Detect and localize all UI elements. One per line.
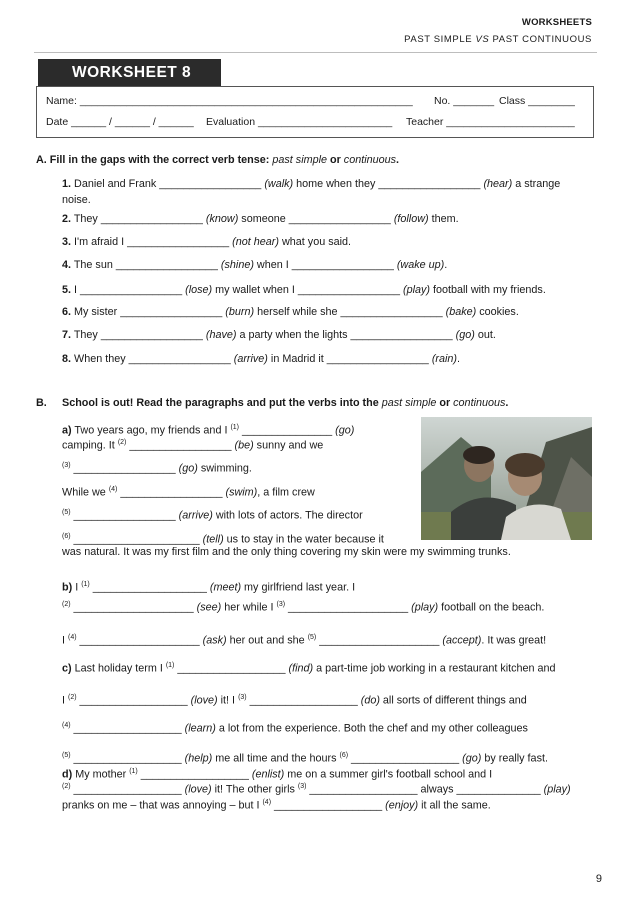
student-info-box <box>36 86 594 138</box>
header-rule <box>34 52 597 53</box>
paragraph-c-line: c) Last holiday term I $^{(1)}$ __________________ (find) a part-time job working in a restaurant kitchen and <box>62 662 556 675</box>
paragraph-d-line: pranks on me – that was annoying – but I $^{(4)}$ __________________ (enjoy) it all the same. <box>62 799 491 812</box>
number-field[interactable]: No. _______ <box>434 95 495 107</box>
paragraph-d-line: d) My mother $^{(1)}$ __________________ (enlist) me on a summer girl's football school and I <box>62 768 493 781</box>
paragraph-a-line: $^{(6)}$ _____________________ (tell) us to stay in the water because it <box>62 533 384 546</box>
teacher-field[interactable]: Teacher ______________________ <box>406 116 575 128</box>
series-label: WORKSHEETS <box>521 17 592 28</box>
evaluation-field[interactable]: Evaluation _______________________ <box>206 116 393 128</box>
paragraph-b-line: I $^{(4)}$ ____________________ (ask) her out and she $^{(5)}$ ____________________ (accept). It was great! <box>62 634 547 647</box>
paragraph-a-line: $^{(3)}$ _________________ (go) swimming. <box>62 462 252 475</box>
exercise-item: 5. I _________________ (lose) my wallet when I _________________ (play) football with my friends. <box>62 284 546 296</box>
section-a-heading: A. Fill in the gaps with the correct verb tense: past simple or continuous. <box>36 154 400 166</box>
paragraph-b-line: $^{(2)}$ ____________________ (see) her while I $^{(3)}$ ____________________ (play) football on the beach. <box>62 601 545 614</box>
worksheet-subtitle: PAST SIMPLE VS PAST CONTINUOUS <box>404 34 592 45</box>
section-b-heading: School is out! Read the paragraphs and put the verbs into the past simple or continuous. <box>62 397 509 409</box>
paragraph-c-line: I $^{(2)}$ __________________ (love) it! I $^{(3)}$ __________________ (do) all sorts of different things and <box>62 694 527 707</box>
paragraph-d-line: $^{(2)}$ __________________ (love) it! The other girls $^{(3)}$ __________________ always ______________ (play) <box>62 783 571 796</box>
exercise-item: 1. Daniel and Frank _________________ (walk) home when they _________________ (hear) a strange <box>62 178 561 190</box>
exercise-item: 6. My sister _________________ (burn) herself while she _________________ (bake) cookies. <box>62 306 519 318</box>
camping-friends-photo <box>421 417 592 540</box>
exercise-item: 3. I'm afraid I _________________ (not hear) what you said. <box>62 236 352 248</box>
worksheet-title: WORKSHEET 8 <box>38 59 221 86</box>
paragraph-a-line: was natural. It was my first film and the only thing covering my skin were my swimming trunks. <box>62 546 511 558</box>
paragraph-a-line: $^{(5)}$ _________________ (arrive) with lots of actors. The director <box>62 509 363 522</box>
paragraph-b-line: b) I $^{(1)}$ ___________________ (meet) my girlfriend last year. I <box>62 581 356 594</box>
class-field[interactable]: Class ________ <box>499 95 575 107</box>
paragraph-c-line: $^{(5)}$ __________________ (help) me all time and the hours $^{(6)}$ __________________ (go) by really fast. <box>62 752 548 765</box>
name-field[interactable]: Name: _________________________________________________________ <box>46 95 413 107</box>
paragraph-a-line: camping. It $^{(2)}$ _________________ (be) sunny and we <box>62 439 324 452</box>
section-b-label: B. <box>36 397 47 409</box>
date-field[interactable]: Date ______ / ______ / ______ <box>46 116 194 128</box>
exercise-item: 4. The sun _________________ (shine) when I _________________ (wake up). <box>62 259 448 271</box>
exercise-item: 8. When they _________________ (arrive) in Madrid it _________________ (rain). <box>62 353 461 365</box>
exercise-item-cont: noise. <box>62 194 91 206</box>
exercise-item: 2. They _________________ (know) someone _________________ (follow) them. <box>62 213 459 225</box>
exercise-item: 7. They _________________ (have) a party when the lights _________________ (go) out. <box>62 329 496 341</box>
paragraph-a-line: While we $^{(4)}$ _________________ (swim), a film crew <box>62 486 315 499</box>
page-number: 9 <box>595 873 602 885</box>
paragraph-c-line: $^{(4)}$ __________________ (learn) a lot from the experience. Both the chef and my other colleagues <box>62 722 528 735</box>
paragraph-a-line: a) Two years ago, my friends and I $^{(1)}$ _______________ (go) <box>62 424 355 437</box>
